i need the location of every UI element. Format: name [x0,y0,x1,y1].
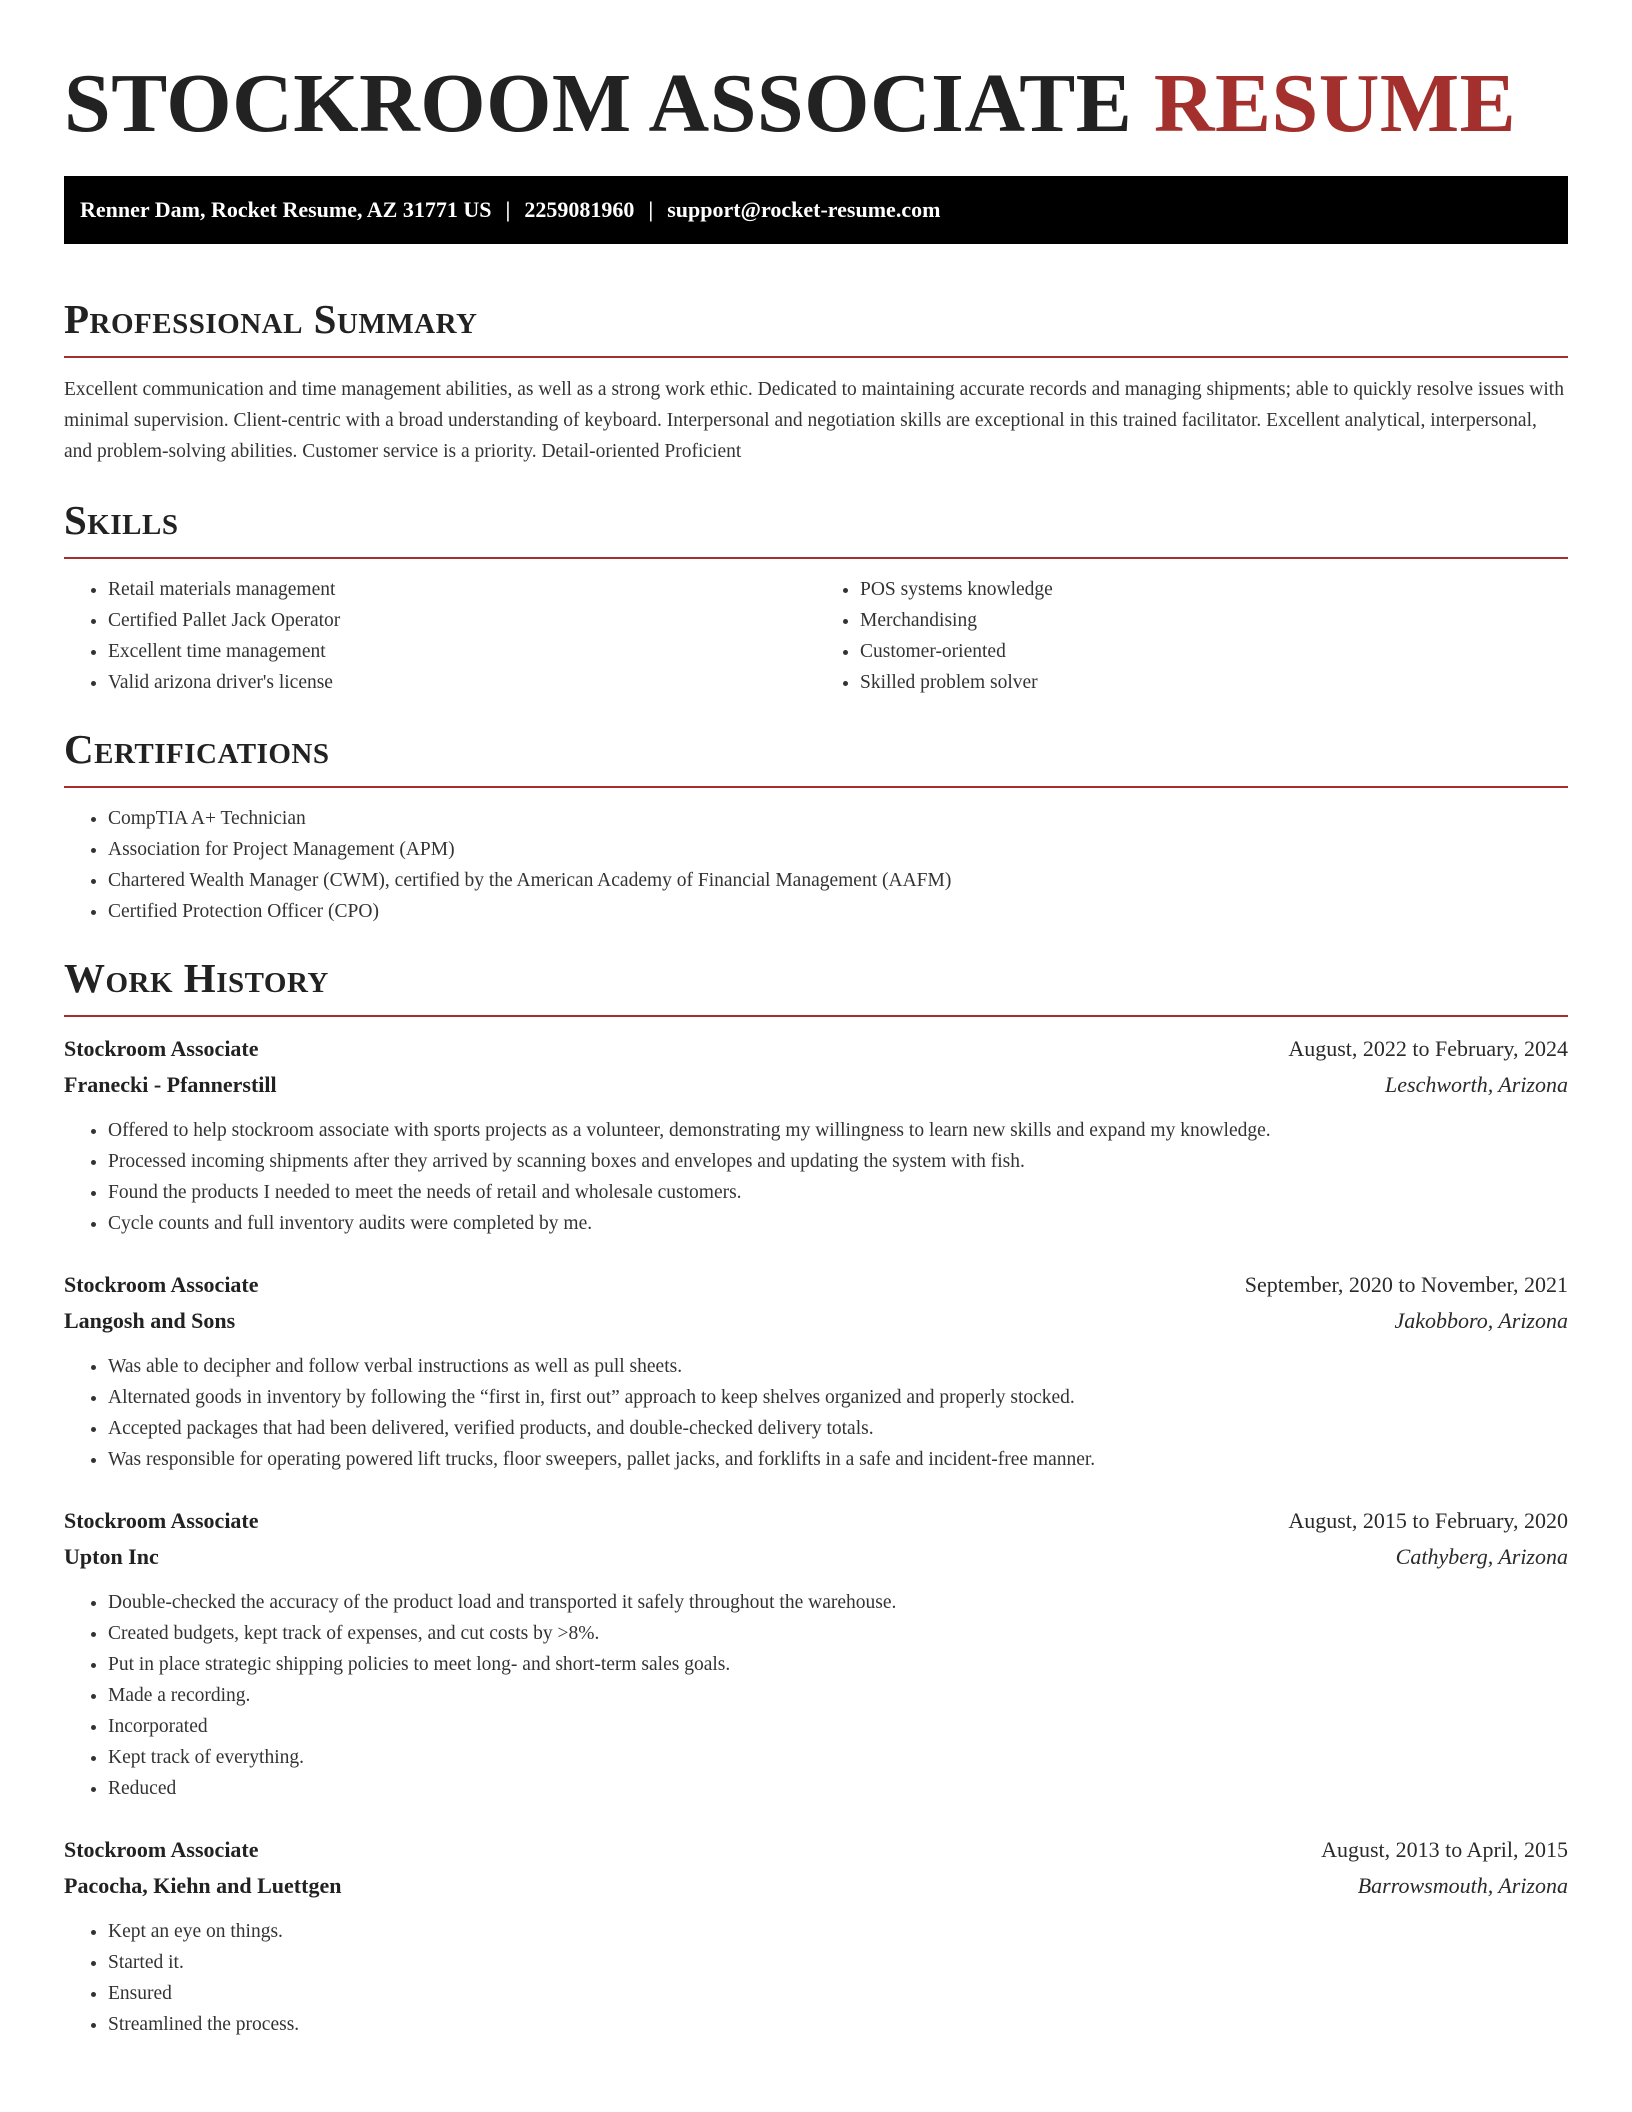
job-location: Cathyberg, Arizona [1395,1544,1568,1569]
title-main: STOCKROOM ASSOCIATE [64,57,1133,150]
certifications-heading: Certifications [64,726,330,772]
certification-item: • Chartered Wealth Manager (CWM), certified by the American Academy of Financial Management (AAFM) [108,865,1568,896]
job-title-row [64,1832,1568,1868]
contact-phone[interactable]: 2259081960 [524,197,635,222]
skills-section [64,497,1568,698]
job-bullet: • Found the products I needed to meet the needs of retail and wholesale customers. [108,1177,1568,1208]
job-bullet: • Processed incoming shipments after they arrived by scanning boxes and envelopes and updating the system with fish. [108,1146,1568,1177]
contact-separator: | [648,197,654,222]
certifications-section [64,726,1568,927]
job-bullet: • Cycle counts and full inventory audits were completed by me. [108,1208,1568,1239]
contact-separator: | [505,197,511,222]
skill-item: • Customer-oriented [860,636,1568,667]
job-bullet: • Kept track of everything. [108,1742,1568,1773]
contact-email[interactable]: support@rocket-resume.com [667,197,941,222]
skill-item: • Merchandising [860,605,1568,636]
skill-item: • Valid arizona driver's license [108,667,816,698]
contact-bar [64,176,1568,244]
job-bullet-list [64,1351,1568,1475]
job-location: Barrowsmouth, Arizona [1357,1873,1568,1898]
skill-item: • POS systems knowledge [860,574,1568,605]
skills-list-left [64,574,816,698]
contact-address: Renner Dam, Rocket Resume, AZ 31771 US [80,197,492,222]
section-divider [64,557,1568,559]
job-bullet: • Alternated goods in inventory by following the “first in, first out” approach to keep shelves organized and properly stocked. [108,1382,1568,1413]
job-bullet: • Was responsible for operating powered lift trucks, floor sweepers, pallet jacks, and forklifts in a safe and incident-free manner. [108,1444,1568,1475]
job-entry [64,1267,1568,1475]
job-company: Upton Inc [64,1544,159,1569]
job-dates: September, 2020 to November, 2021 [1244,1272,1568,1297]
certification-item: • Association for Project Management (APM) [108,834,1568,865]
job-bullet: • Started it. [108,1947,1568,1978]
job-dates: August, 2022 to February, 2024 [1288,1036,1568,1061]
job-bullet: • Accepted packages that had been delivered, verified products, and double-checked delivery totals. [108,1413,1568,1444]
job-bullet: • Made a recording. [108,1680,1568,1711]
job-title-row [64,1267,1568,1303]
job-bullet-list [64,1115,1568,1239]
skills-list-right [816,574,1568,698]
job-dates: August, 2015 to February, 2020 [1288,1508,1568,1533]
job-entry [64,1031,1568,1239]
summary-section [64,296,1568,467]
job-title-row [64,1503,1568,1539]
job-dates: August, 2013 to April, 2015 [1321,1837,1568,1862]
job-company-row [64,1868,1568,1904]
job-role: Stockroom Associate [64,1036,259,1061]
title-accent: RESUME [1153,57,1517,150]
work-history-section [64,955,1568,2040]
job-role: Stockroom Associate [64,1272,259,1297]
job-bullet: • Was able to decipher and follow verbal instructions as well as pull sheets. [108,1351,1568,1382]
section-divider [64,786,1568,788]
job-bullet: • Streamlined the process. [108,2009,1568,2040]
job-role: Stockroom Associate [64,1837,259,1862]
section-divider [64,1015,1568,1017]
skill-item: • Retail materials management [108,574,816,605]
job-company-row [64,1303,1568,1339]
job-location: Jakobboro, Arizona [1394,1308,1568,1333]
certifications-list [64,803,1568,927]
resume-title [64,0,1568,150]
job-bullet: • Double-checked the accuracy of the product load and transported it safely throughout the warehouse. [108,1587,1568,1618]
job-title-row [64,1031,1568,1067]
work-history-heading: Work History [64,955,329,1001]
job-bullet-list [64,1916,1568,2040]
job-bullet-list [64,1587,1568,1804]
job-company-row [64,1539,1568,1575]
job-company: Franecki - Pfannerstill [64,1072,277,1097]
skill-item: • Skilled problem solver [860,667,1568,698]
resume-page [64,0,1568,2040]
certification-item: • Certified Protection Officer (CPO) [108,896,1568,927]
job-entry [64,1503,1568,1804]
job-company: Langosh and Sons [64,1308,236,1333]
job-entry [64,1832,1568,2040]
summary-heading: Professional Summary [64,296,478,342]
section-divider [64,356,1568,358]
job-bullet: • Offered to help stockroom associate with sports projects as a volunteer, demonstrating my willingness to learn new skills and expand my knowledge. [108,1115,1568,1146]
summary-text: Excellent communication and time management abilities, as well as a strong work ethic. Dedicated to maintaining accurate records and managing shipments; able to quickly resolve issues with minimal supervision. Client-centric with a broad understanding of keyboard. Interpersonal and negotiation skills are exceptional in this trained facilitator. Excellent analytical, interpersonal, and problem-solving abilities. Customer service is a priority. Detail-oriented Proficient [64,379,1564,462]
job-company-row [64,1067,1568,1103]
job-bullet: • Created budgets, kept track of expenses, and cut costs by >8%. [108,1618,1568,1649]
skill-item: • Excellent time management [108,636,816,667]
job-bullet: • Reduced [108,1773,1568,1804]
job-location: Leschworth, Arizona [1385,1072,1568,1097]
job-company: Pacocha, Kiehn and Luettgen [64,1873,342,1898]
job-bullet: • Incorporated [108,1711,1568,1742]
job-bullet: • Kept an eye on things. [108,1916,1568,1947]
job-bullet: • Put in place strategic shipping policies to meet long- and short-term sales goals. [108,1649,1568,1680]
job-role: Stockroom Associate [64,1508,259,1533]
job-bullet: • Ensured [108,1978,1568,2009]
skill-item: • Certified Pallet Jack Operator [108,605,816,636]
skills-heading: Skills [64,497,179,543]
certification-item: • CompTIA A+ Technician [108,803,1568,834]
skills-columns [64,574,1568,698]
